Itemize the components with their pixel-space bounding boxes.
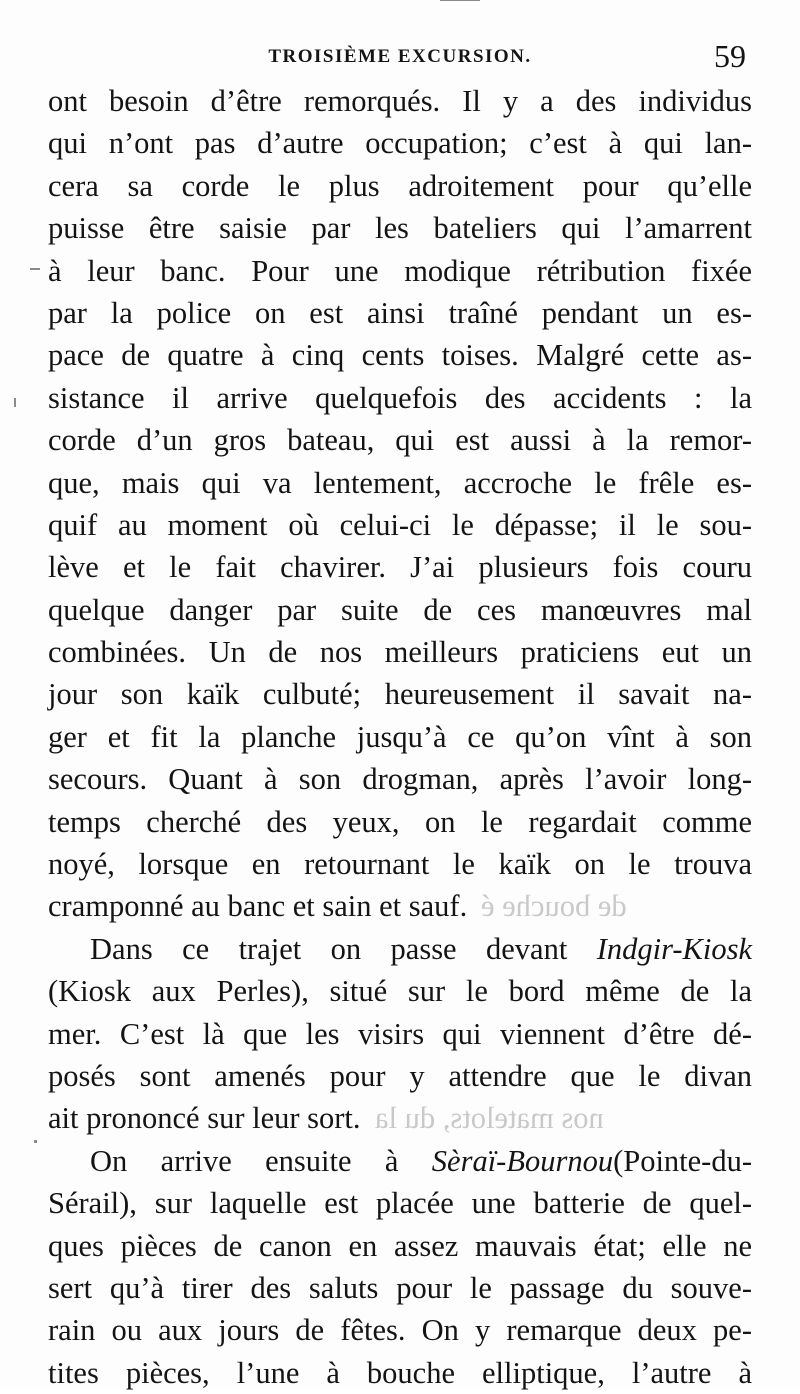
text-line xyxy=(48,1013,752,1055)
text-line xyxy=(48,1055,752,1097)
line-text: quif au moment où celui-ci le dépasse; il le sou- xyxy=(48,507,752,542)
line-text: Sérail), sur laquelle est placée une batterie de quel- xyxy=(48,1186,752,1221)
text-line xyxy=(48,885,752,927)
line-text: secours. Quant à son drogman, après l’avoir long- xyxy=(48,762,752,797)
text-line xyxy=(48,673,752,715)
line-text: noyé, lorsque en retournant le kaïk on le trouva xyxy=(48,847,752,882)
text-line xyxy=(48,631,752,673)
line-text: pace de quatre à cinq cents toises. Malgré cette as- xyxy=(48,338,752,373)
line-text: puisse être saisie par les bateliers qui l’amarrent xyxy=(48,211,752,246)
text-line xyxy=(48,1140,752,1182)
line-text: combinées. Un de nos meilleurs praticiens eut un xyxy=(48,635,752,670)
line-text: jour son kaïk culbuté; heureusement il savait na- xyxy=(48,677,752,712)
scan-speck xyxy=(14,398,16,407)
text-line xyxy=(48,716,752,758)
text-line xyxy=(48,1225,752,1267)
line-text: temps cherché des yeux, on le regardait comme xyxy=(48,804,752,839)
line-text: sistance il arrive quelquefois des accidents : la xyxy=(48,380,752,415)
text-line xyxy=(48,292,752,334)
line-text: ont besoin d’être remorqués. Il y a des individus xyxy=(48,84,752,118)
line-text: ger et fit la planche jusqu’à ce qu’on vînt à son xyxy=(48,719,752,754)
text-line xyxy=(48,1097,752,1139)
line-text: cramponné au banc et sain et sauf. xyxy=(48,889,468,924)
page-text xyxy=(48,80,752,1394)
show-through-text: nos matelots, du la xyxy=(374,1101,604,1136)
line-text: mer. C’est là que les visirs qui viennent d’être dé- xyxy=(48,1016,752,1051)
text-line xyxy=(48,207,752,249)
text-line xyxy=(48,250,752,292)
line-text: ait prononcé sur leur sort. xyxy=(48,1101,361,1136)
line-text: que, mais qui va lentement, accroche le frêle es- xyxy=(48,465,752,500)
line-text: posés sont amenés pour y attendre que le divan xyxy=(48,1058,752,1093)
line-text: ques pièces de canon en assez mauvais état; elle ne xyxy=(48,1228,752,1263)
text-line xyxy=(48,165,752,207)
line-text: par la police on est ainsi traîné pendant un es- xyxy=(48,295,752,330)
text-line xyxy=(48,419,752,461)
text-line xyxy=(48,589,752,631)
line-text: cera sa corde le plus adroitement pour qu’elle xyxy=(48,168,752,203)
text-line xyxy=(48,1309,752,1351)
text-line xyxy=(48,758,752,800)
text-line xyxy=(48,843,752,885)
line-text: qui n’ont pas d’autre occupation; c’est à qui lan- xyxy=(48,126,752,161)
text-line xyxy=(48,1267,752,1309)
text-line xyxy=(48,801,752,843)
line-text: quelque danger par suite de ces manœuvres mal xyxy=(48,592,752,627)
text-line xyxy=(48,334,752,376)
line-text: lève et le fait chavirer. J’ai plusieurs fois couru xyxy=(48,550,752,585)
show-through-text: de bouche é xyxy=(481,889,627,924)
text-line xyxy=(48,80,752,122)
line-text: sert qu’à tirer des saluts pour le passage du souve- xyxy=(48,1270,752,1305)
line-text: (Pointe-du- xyxy=(613,1143,752,1178)
text-line xyxy=(48,546,752,588)
scan-speck xyxy=(440,0,480,1)
text-line xyxy=(48,462,752,504)
text-line xyxy=(48,377,752,419)
text-line xyxy=(48,1352,752,1394)
italic-place-name: Sèraï-Bournou xyxy=(431,1143,614,1178)
line-text: rain ou aux jours de fêtes. On y remarque deux pe- xyxy=(48,1313,752,1348)
text-line xyxy=(48,970,752,1012)
line-text: tites pièces, l’une à bouche elliptique, l’autre à xyxy=(48,1355,752,1390)
text-line xyxy=(48,928,752,970)
scan-speck xyxy=(34,1140,37,1143)
running-title: TROISIÈME EXCURSION. xyxy=(268,46,532,67)
line-text: Dans ce trajet on passe devant xyxy=(90,931,597,966)
line-text: corde d’un gros bateau, qui est aussi à la remor- xyxy=(48,423,752,458)
scan-speck xyxy=(30,268,40,270)
line-text: (Kiosk aux Perles), situé sur le bord même de la xyxy=(48,974,752,1009)
text-line xyxy=(48,1182,752,1224)
text-line xyxy=(48,122,752,164)
line-text: à leur banc. Pour une modique rétribution fixée xyxy=(48,253,752,288)
line-text: On arrive ensuite à xyxy=(90,1143,432,1178)
text-line xyxy=(48,504,752,546)
italic-place-name: Indgir-Kiosk xyxy=(596,931,752,966)
running-header xyxy=(0,38,800,78)
page-number: 59 xyxy=(714,38,746,74)
